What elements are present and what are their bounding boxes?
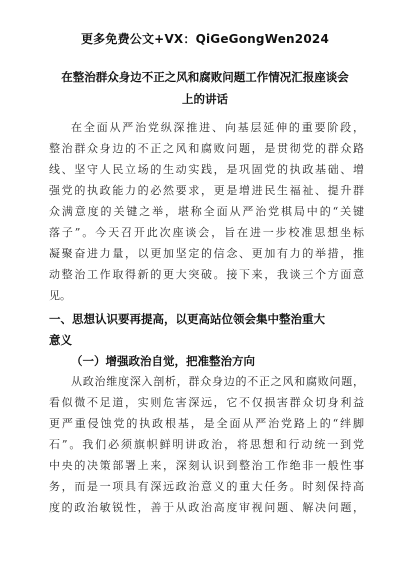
intro-line: 在全面从严治党纵深推进、向基层延伸的重要阶段， (71, 121, 364, 134)
subsection-line: 看似微不足道，实则危害深远，它不仅损害群众切身利益 (49, 396, 364, 409)
subsection-line: 度的政治敏锐性，善于从政治高度审视问题、解决问题， (49, 501, 364, 514)
intro-line: 众满意度的关键之举，堪称全面从严治党棋局中的“关键 (49, 205, 364, 218)
subsection-heading: （一）增强政治自觉，把准整治方向 (71, 354, 255, 368)
intro-line: 凝聚奋进力量，以更加坚定的信念、更加有力的举措，推 (49, 247, 364, 260)
intro-line: 整治群众身边的不正之风和腐败问题，是贯彻党的群众路 (49, 142, 364, 155)
intro-line: 线、坚守人民立场的生动实践，是巩固党的执政基础、增 (49, 163, 364, 176)
subsection-line: 更严重侵蚀党的执政根基，是全面从严治党路上的“绊脚 (49, 417, 364, 430)
subsection-line: 务，而是一项具有深远政治意义的重大任务。时刻保持高 (49, 480, 364, 493)
intro-line: 强党的执政能力的必然要求，更是增进民生福祉、提升群 (49, 184, 364, 197)
section-heading-line-2: 意义 (49, 333, 72, 347)
subsection-line: 石”。我们必须旗帜鲜明讲政治，将思想和行动统一到党 (49, 438, 364, 451)
intro-line: 落子”。今天召开此次座谈会，旨在进一步校准思想坐标 (49, 226, 364, 239)
intro-line: 见。 (49, 289, 71, 302)
document-title-line-1: 在整治群众身边不正之风和腐败问题工作情况汇报座谈会 (61, 70, 349, 84)
promo-banner: 更多免费公文+VX：QiGeGongWen2024 (80, 32, 329, 46)
document-title-line-2: 上的讲话 (182, 92, 228, 106)
intro-line: 动整治工作取得新的更大突破。接下来，我谈三个方面意 (49, 268, 364, 281)
subsection-line: 从政治维度深入剖析，群众身边的不正之风和腐败问题， (71, 375, 364, 388)
subsection-line: 中央的决策部署上来，深刻认识到整治工作绝非一般性事 (49, 459, 364, 472)
section-heading-line-1: 一、思想认识要再提高，以更高站位领会集中整治重大 (49, 312, 325, 326)
